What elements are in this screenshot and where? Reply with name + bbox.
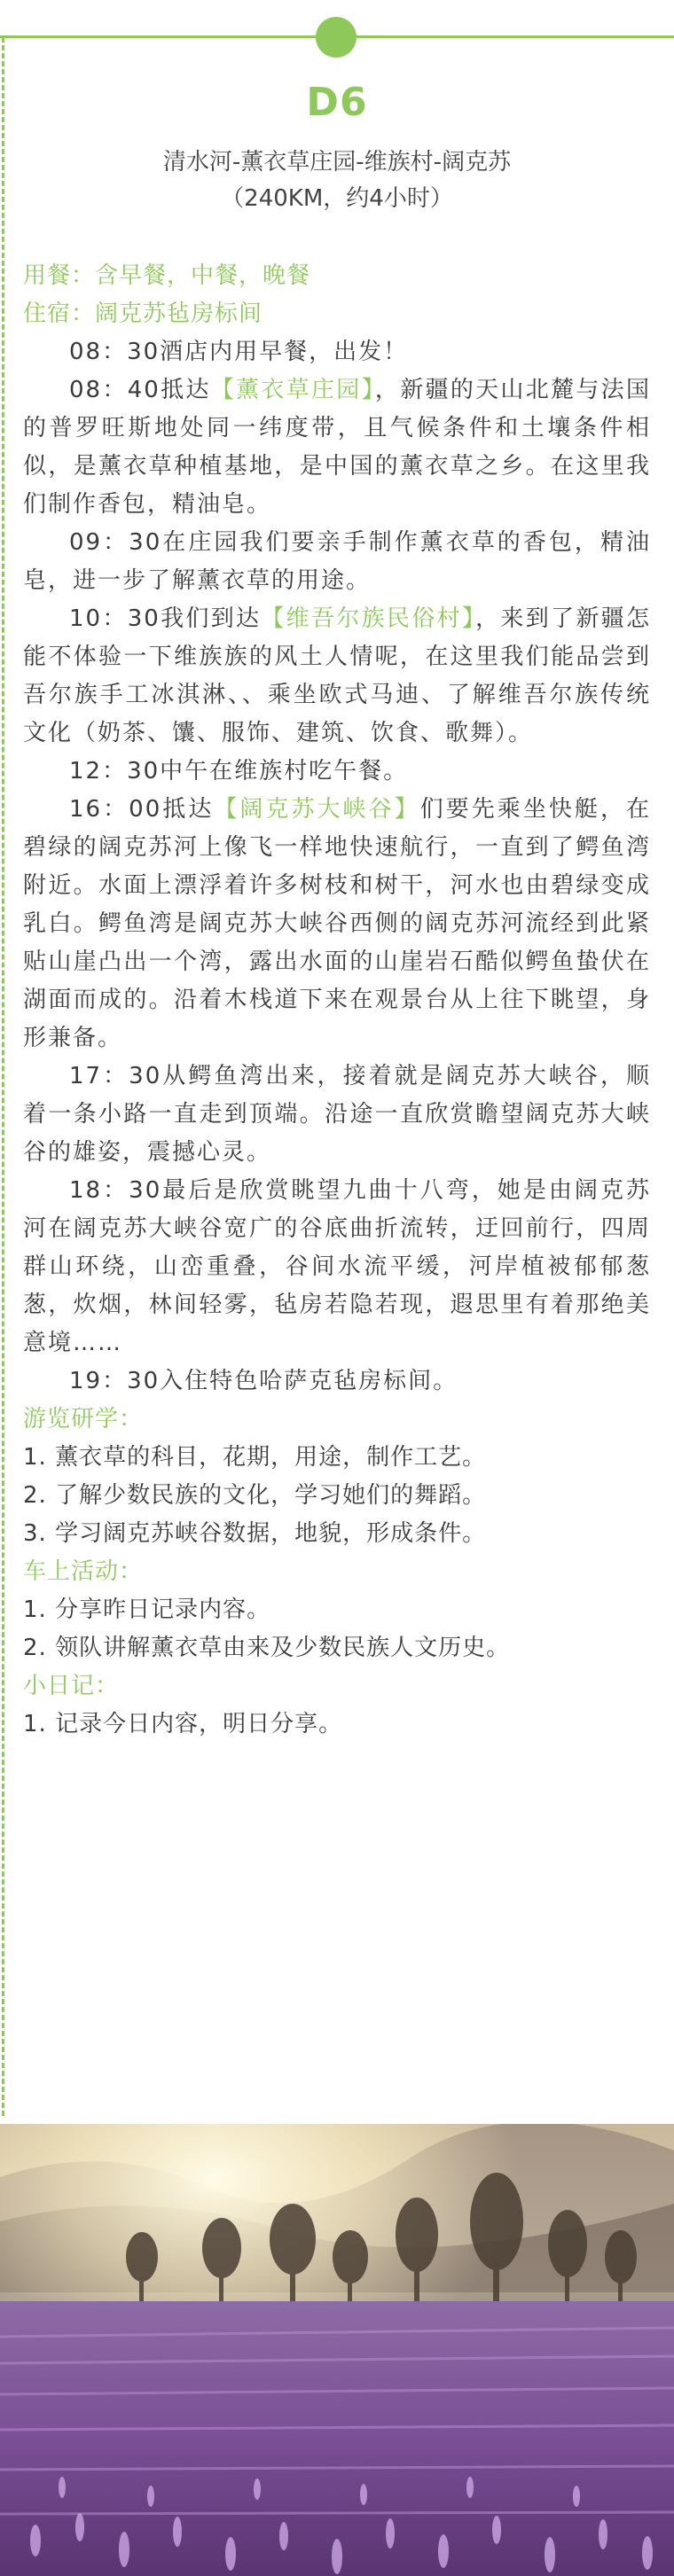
diary-heading: 小日记： xyxy=(23,1673,120,1699)
study-item: 1. 薰衣草的科目，花期，用途，制作工艺。 xyxy=(23,1444,487,1471)
diary-item: 1. 记录今日内容，明日分享。 xyxy=(23,1711,343,1737)
bus-activity-heading: 车上活动： xyxy=(23,1558,144,1585)
schedule-item: 19：30入住特色哈萨克毡房标间。 xyxy=(69,1368,458,1394)
timeline-dot xyxy=(316,17,357,58)
schedule-item xyxy=(23,600,651,753)
schedule-item xyxy=(23,371,651,524)
schedule-time: 08：40抵达 xyxy=(69,377,211,403)
schedule-text: ，新疆的天山北麓与法国的普罗旺斯地处同一纬度带，且气候条件和土壤条件相似，是薰衣草种植基地，是中国的薰衣草之乡。在这里我们制作香包，精油皂。 xyxy=(23,377,651,518)
bus-activity-item: 1. 分享昨日记录内容。 xyxy=(23,1596,271,1623)
attraction-highlight: 【薰衣草庄园】 xyxy=(210,377,375,403)
study-heading: 游览研学： xyxy=(23,1406,144,1432)
schedule-item: 17：30从鳄鱼湾出来，接着就是阔克苏大峡谷，顺着一条小路一直走到顶端。沿途一直欣赏瞻望阔克苏大峡谷的雄姿，震撼心灵。 xyxy=(23,1063,651,1166)
distance-text: （240KM，约4小时） xyxy=(221,185,453,212)
attraction-highlight: 【阔克苏大峡谷】 xyxy=(214,796,420,823)
schedule-text: ，来到了新疆怎能不体验一下维族族的风土人情呢，在这里我们能品尝到吾尔族手工冰淇淋、、乘坐欧式马迪、了解维吾尔族传统文化（奶茶、馕、服饰、建筑、饮食、歌舞）。 xyxy=(23,605,651,746)
attraction-highlight: 【维吾尔族民俗村】 xyxy=(261,605,476,632)
day-title: D6 xyxy=(306,80,368,125)
schedule-item: 09：30在庄园我们要亲手制作薰衣草的香包，精油皂，进一步了解薰衣草的用途。 xyxy=(23,529,651,594)
schedule-time: 10：30我们到达 xyxy=(69,605,262,632)
schedule-item: 12：30中午在维族村吃午餐。 xyxy=(69,758,409,785)
lodging-line: 住宿：阔克苏毡房标间 xyxy=(23,301,263,327)
schedule-item: 08：30酒店内用早餐，出发！ xyxy=(69,339,409,365)
bus-activity-item: 2. 领队讲解薰衣草由来及少数民族人文历史。 xyxy=(23,1635,511,1661)
schedule-item: 18：30最后是欣赏眺望九曲十八弯，她是由阔克苏河在阔克苏大峡谷宽广的谷底曲折流转，迂回前行，四周群山环绕，山峦重叠，谷间水流平缓，河岸植被郁郁葱葱，炊烟，林间轻雾，毡房若隐若现，遐思里有着那绝美意境…… xyxy=(23,1177,651,1356)
study-item: 3. 学习阔克苏峡谷数据，地貌，形成条件。 xyxy=(23,1520,487,1547)
meals-line: 用餐：含早餐，中餐，晚餐 xyxy=(23,262,311,289)
study-item: 2. 了解少数民族的文化，学习她们的舞蹈。 xyxy=(23,1482,487,1509)
route-text: 清水河-薰衣草庄园-维族村-阔克苏 xyxy=(162,149,512,176)
timeline-dashed-line xyxy=(2,37,4,2116)
schedule-item xyxy=(23,791,651,1058)
schedule-time: 16：00抵达 xyxy=(69,796,215,823)
lavender-field-photo xyxy=(0,2124,674,2576)
itinerary-content xyxy=(23,257,651,1744)
schedule-text: 们要先乘坐快艇，在碧绿的阔克苏河上像飞一样地快速航行，一直到了鳄鱼湾附近。水面上漂浮着许多树枝和树干，河水也由碧绿变成乳白。鳄鱼湾是阔克苏大峡谷西侧的阔克苏河流经到此紧贴山崖凸出一个湾，露出水面的山崖岩石酷似鳄鱼蛰伏在湖面而成的。沿着木栈道下来在观景台从上往下眺望，身形兼备。 xyxy=(23,796,651,1051)
